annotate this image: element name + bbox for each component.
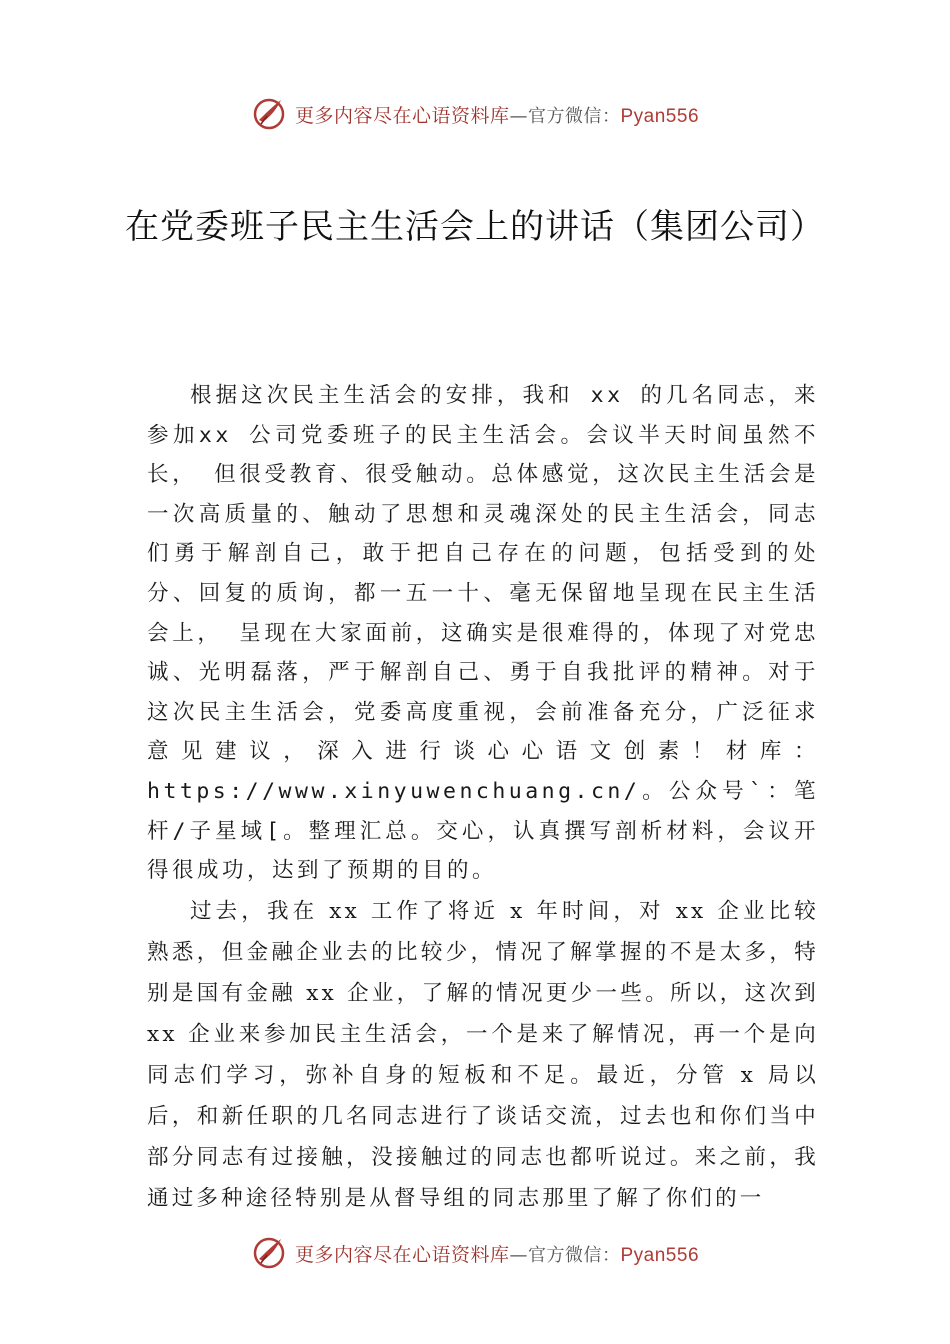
library-text: 更多内容尽在心语资料库 bbox=[294, 104, 510, 127]
banner-dash: — bbox=[509, 105, 528, 127]
document-title: 在党委班子民主生活会上的讲话（集团公司） bbox=[125, 207, 825, 247]
official-wechat-label: 官方微信： bbox=[528, 1244, 621, 1266]
quill-logo-icon bbox=[251, 1235, 287, 1271]
official-wechat-label: 官方微信： bbox=[528, 105, 621, 127]
library-text: 更多内容尽在心语资料库 bbox=[294, 1243, 510, 1266]
wechat-id: Pyan556 bbox=[620, 105, 700, 127]
banner-dash: — bbox=[509, 1244, 528, 1266]
header-banner-text bbox=[295, 101, 699, 128]
quill-logo-icon bbox=[251, 96, 287, 132]
footer-banner bbox=[0, 1233, 950, 1273]
header-banner bbox=[0, 94, 950, 134]
paragraph-2: 过去，我在 xx 工作了将近 x 年时间，对 xx 企业比较熟悉，但金融企业去的比较少，情况了解掌握的不是太多，特别是国有金融 xx 企业，了解的情况更少一些。所以，这次到 xx 企业来参加民主生活会，一个是来了解情况，再一个是向同志们学习，弥补自身的短板和不足。最近，分管 x 局以后，和新任职的几名同志进行了谈话交流，过去也和你们当中部分同志有过接触，没接触过的同志也都听说过。来之前，我 通过多种途径特别是从督导组的同志那里了解了你们的一 bbox=[147, 898, 819, 1211]
footer-banner-text bbox=[295, 1240, 699, 1267]
document-body bbox=[147, 376, 819, 1219]
paragraph-1: 根据这次民主生活会的安排，我和 xx 的几名同志，来参加xx 公司党委班子的民主生活会。会议半天时间虽然不长， 但很受教育、很受触动。总体感觉，这次民主生活会是一次高质量的、触动了思想和灵魂深处的民主生活会，同志们勇于解剖自己，敢于把自己存在的问题，包括受到的处分、回复的质询，都一五一十、毫无保留地呈现在民主生活会上， 呈现在大家面前，这确实是很难得的，体现了对党忠诚、光明磊落，严于解剖自己、勇于自我批评的精神。对于这次民主生活会，党委高度重视，会前准备充分，广泛征求意见建议，深入进行谈心心语文创素！材库：https://www.xinyuwenchuang.cn/。公众号`：笔杆/子星域[。整理汇总。交心，认真撰写剖析材料，会议开得很成功，达到了预期的目的。 bbox=[147, 383, 819, 884]
wechat-id: Pyan556 bbox=[620, 1244, 700, 1266]
